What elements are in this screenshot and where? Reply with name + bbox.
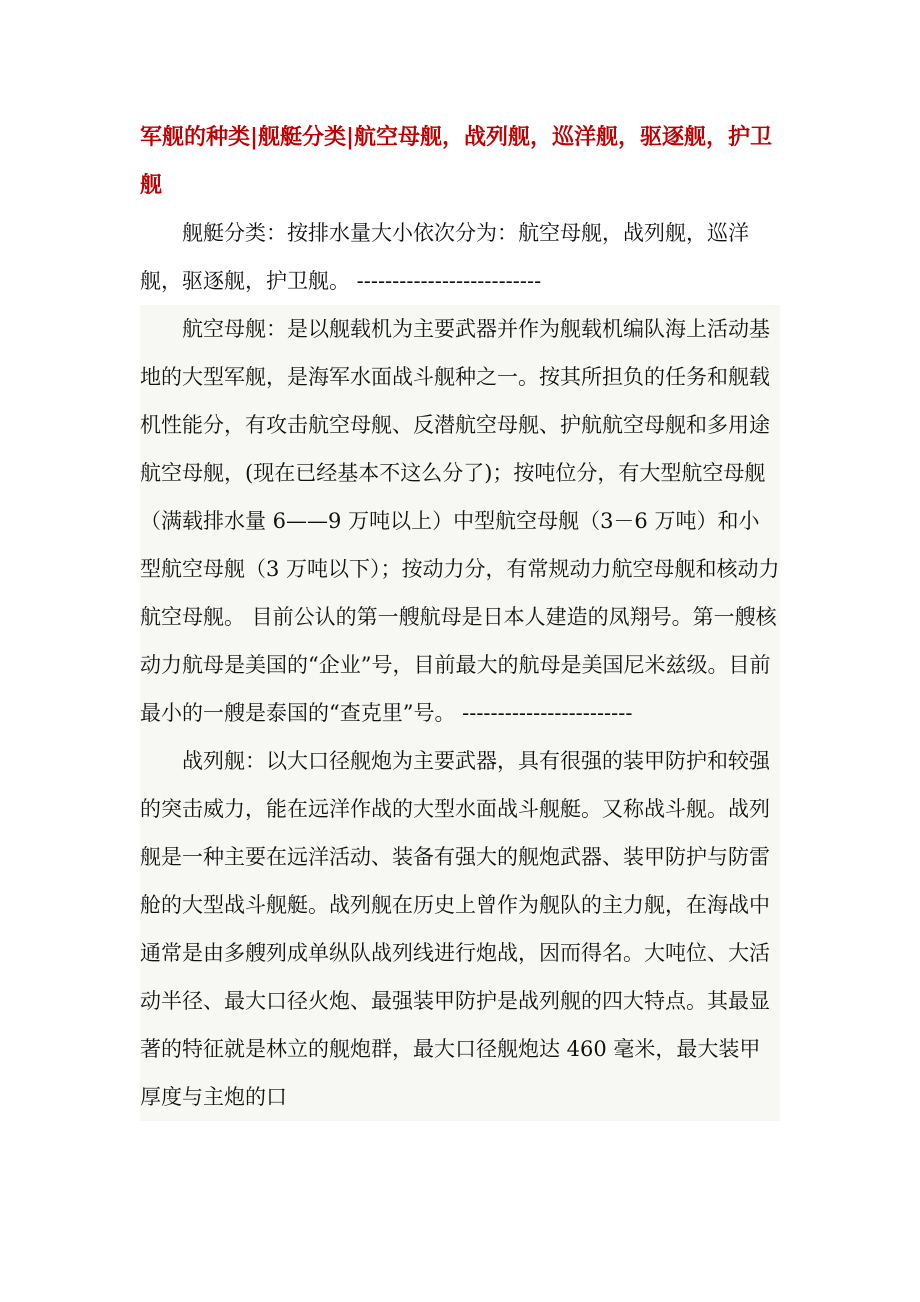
paragraph-classification: 舰艇分类：按排水量大小依次分为：航空母舰，战列舰，巡洋舰，驱逐舰，护卫舰。 -------------------------- <box>140 221 749 293</box>
document-body <box>140 113 780 1121</box>
paragraph-aircraft-carrier: 航空母舰：是以舰载机为主要武器并作为舰载机编队海上活动基地的大型军舰，是海军水面战斗舰种之一。按其所担负的任务和舰载机性能分，有攻击航空母舰、反潜航空母舰、护航航空母舰和多用途航空母舰，(现在已经基本不这么分了)；按吨位分，有大型航空母舰（满载排水量 6——9 万吨以上）中型航空母舰（3－6 万吨）和小型航空母舰（3 万吨以下）；按动力分，有常规动力航空母舰和核动力航空母舰。 目前公认的第一艘航母是日本人建造的凤翔号。第一艘核动力航母是美国的“企业”号，目前最大的航母是美国尼米兹级。目前最小的一艘是泰国的“查克里”号。 ------------------------ <box>140 305 780 737</box>
document-title: 军舰的种类|舰艇分类|航空母舰，战列舰，巡洋舰，驱逐舰，护卫舰 <box>140 124 773 198</box>
paragraph-battleship: 战列舰：以大口径舰炮为主要武器，具有很强的装甲防护和较强的突击威力，能在远洋作战的大型水面战斗舰艇。又称战斗舰。战列舰是一种主要在远洋活动、装备有强大的舰炮武器、装甲防护与防雷舱的大型战斗舰艇。战列舰在历史上曾作为舰队的主力舰，在海战中通常是由多艘列成单纵队战列线进行炮战，因而得名。大吨位、大活动半径、最大口径火炮、最强装甲防护是战列舰的四大特点。其最显著的特征就是林立的舰炮群，最大口径舰炮达 460 毫米，最大装甲厚度与主炮的口 <box>140 737 780 1121</box>
